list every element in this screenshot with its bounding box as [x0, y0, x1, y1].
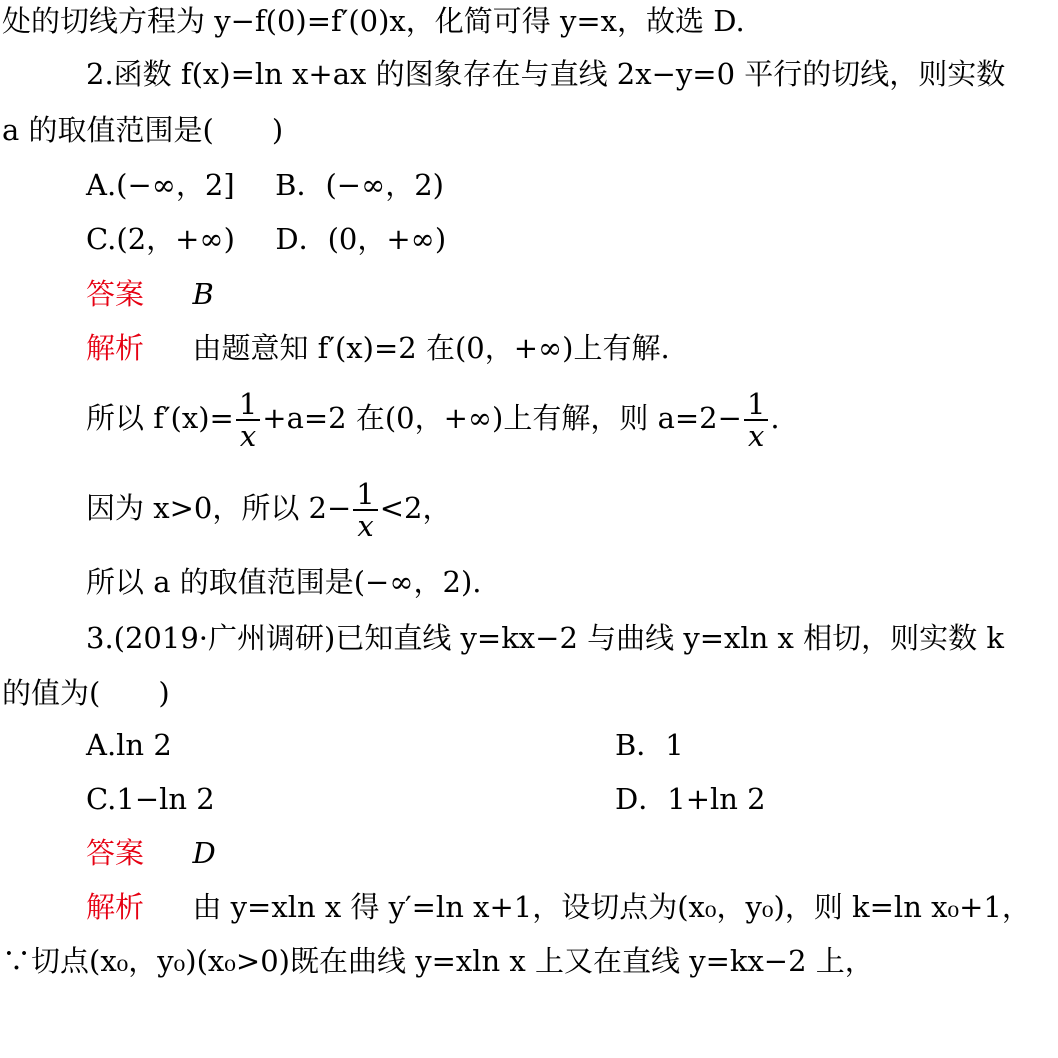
q1-tail: 处的切线方程为 y−f(0)=f′(0)x，化简可得 y=x，故选 D.: [2, 4, 745, 38]
q3-analysis-line2: ∵切点(x₀，y₀)(x₀>0)既在曲线 y=xln x 上又在直线 y=kx−2 上，: [2, 944, 874, 978]
fraction-denominator: x: [239, 419, 257, 453]
q2-analysis-line3-post: <2，: [379, 491, 452, 525]
q2-option-d: D．(0，+∞): [275, 222, 447, 256]
q2-analysis-line2-post: .: [770, 401, 780, 435]
q2-analysis-line2-pre: 所以 f′(x)=: [86, 401, 234, 435]
q2-option-a: A.(−∞，2]: [86, 168, 235, 202]
q2-answer-value: B: [192, 277, 214, 311]
q3-option-row1: [86, 728, 986, 762]
q2-analysis-label: 解析: [86, 331, 145, 365]
q2-stem-line2: a 的取值范围是( ): [2, 113, 284, 147]
q2-analysis-line4: 所以 a 的取值范围是(−∞，2).: [86, 565, 482, 599]
q2-analysis-text1: 由题意知 f′(x)=2 在(0，+∞)上有解.: [192, 331, 670, 365]
fraction-denominator: x: [747, 419, 765, 453]
q3-stem-line1: 3.(2019·广州调研)已知直线 y=kx−2 与曲线 y=xln x 相切，则实数 k: [86, 621, 1004, 655]
fraction-one-over-x: [236, 389, 260, 451]
fraction-one-over-x: [353, 479, 377, 541]
q2-option-b: B．(−∞，2): [275, 168, 444, 202]
q2-option-c: C.(2，+∞): [86, 222, 235, 256]
q3-option-c: C.1−ln 2: [86, 782, 215, 816]
q3-option-b: B．1: [615, 728, 684, 762]
q2-analysis-line3: [86, 478, 452, 541]
q3-option-row2: [86, 782, 986, 816]
q3-analysis-label: 解析: [86, 890, 145, 924]
fraction-denominator: x: [357, 509, 374, 543]
q2-analysis-line1: [86, 331, 670, 365]
q3-answer-label: 答案: [86, 836, 145, 870]
q3-stem-line2: 的值为( ): [2, 676, 170, 710]
q2-option-row1: [86, 168, 444, 202]
q2-analysis-line2: [86, 388, 780, 451]
q3-analysis-line1: [86, 890, 1031, 924]
q2-analysis-line3-pre: 因为 x>0，所以 2−: [86, 491, 352, 525]
q2-option-row2: [86, 222, 446, 256]
q2-analysis-line2-mid: +a=2 在(0，+∞)上有解，则 a=2−: [262, 401, 742, 435]
q2-answer: [86, 277, 214, 311]
q3-option-d: D．1+ln 2: [615, 782, 766, 816]
q2-stem-line1: 2.函数 f(x)=ln x+ax 的图象存在与直线 2x−y=0 平行的切线，则实数: [86, 57, 1006, 91]
q2-answer-label: 答案: [86, 277, 145, 311]
q3-analysis-text1: 由 y=xln x 得 y′=ln x+1，设切点为(x₀，y₀)，则 k=ln x₀+1，: [192, 890, 1031, 924]
q3-option-a: A.ln 2: [86, 728, 172, 762]
q3-answer: [86, 836, 216, 870]
fraction-numerator: 1: [744, 389, 768, 421]
q3-answer-value: D: [192, 836, 216, 870]
fraction-one-over-x: [744, 389, 768, 451]
fraction-numerator: 1: [236, 389, 260, 421]
fraction-numerator: 1: [353, 479, 377, 511]
